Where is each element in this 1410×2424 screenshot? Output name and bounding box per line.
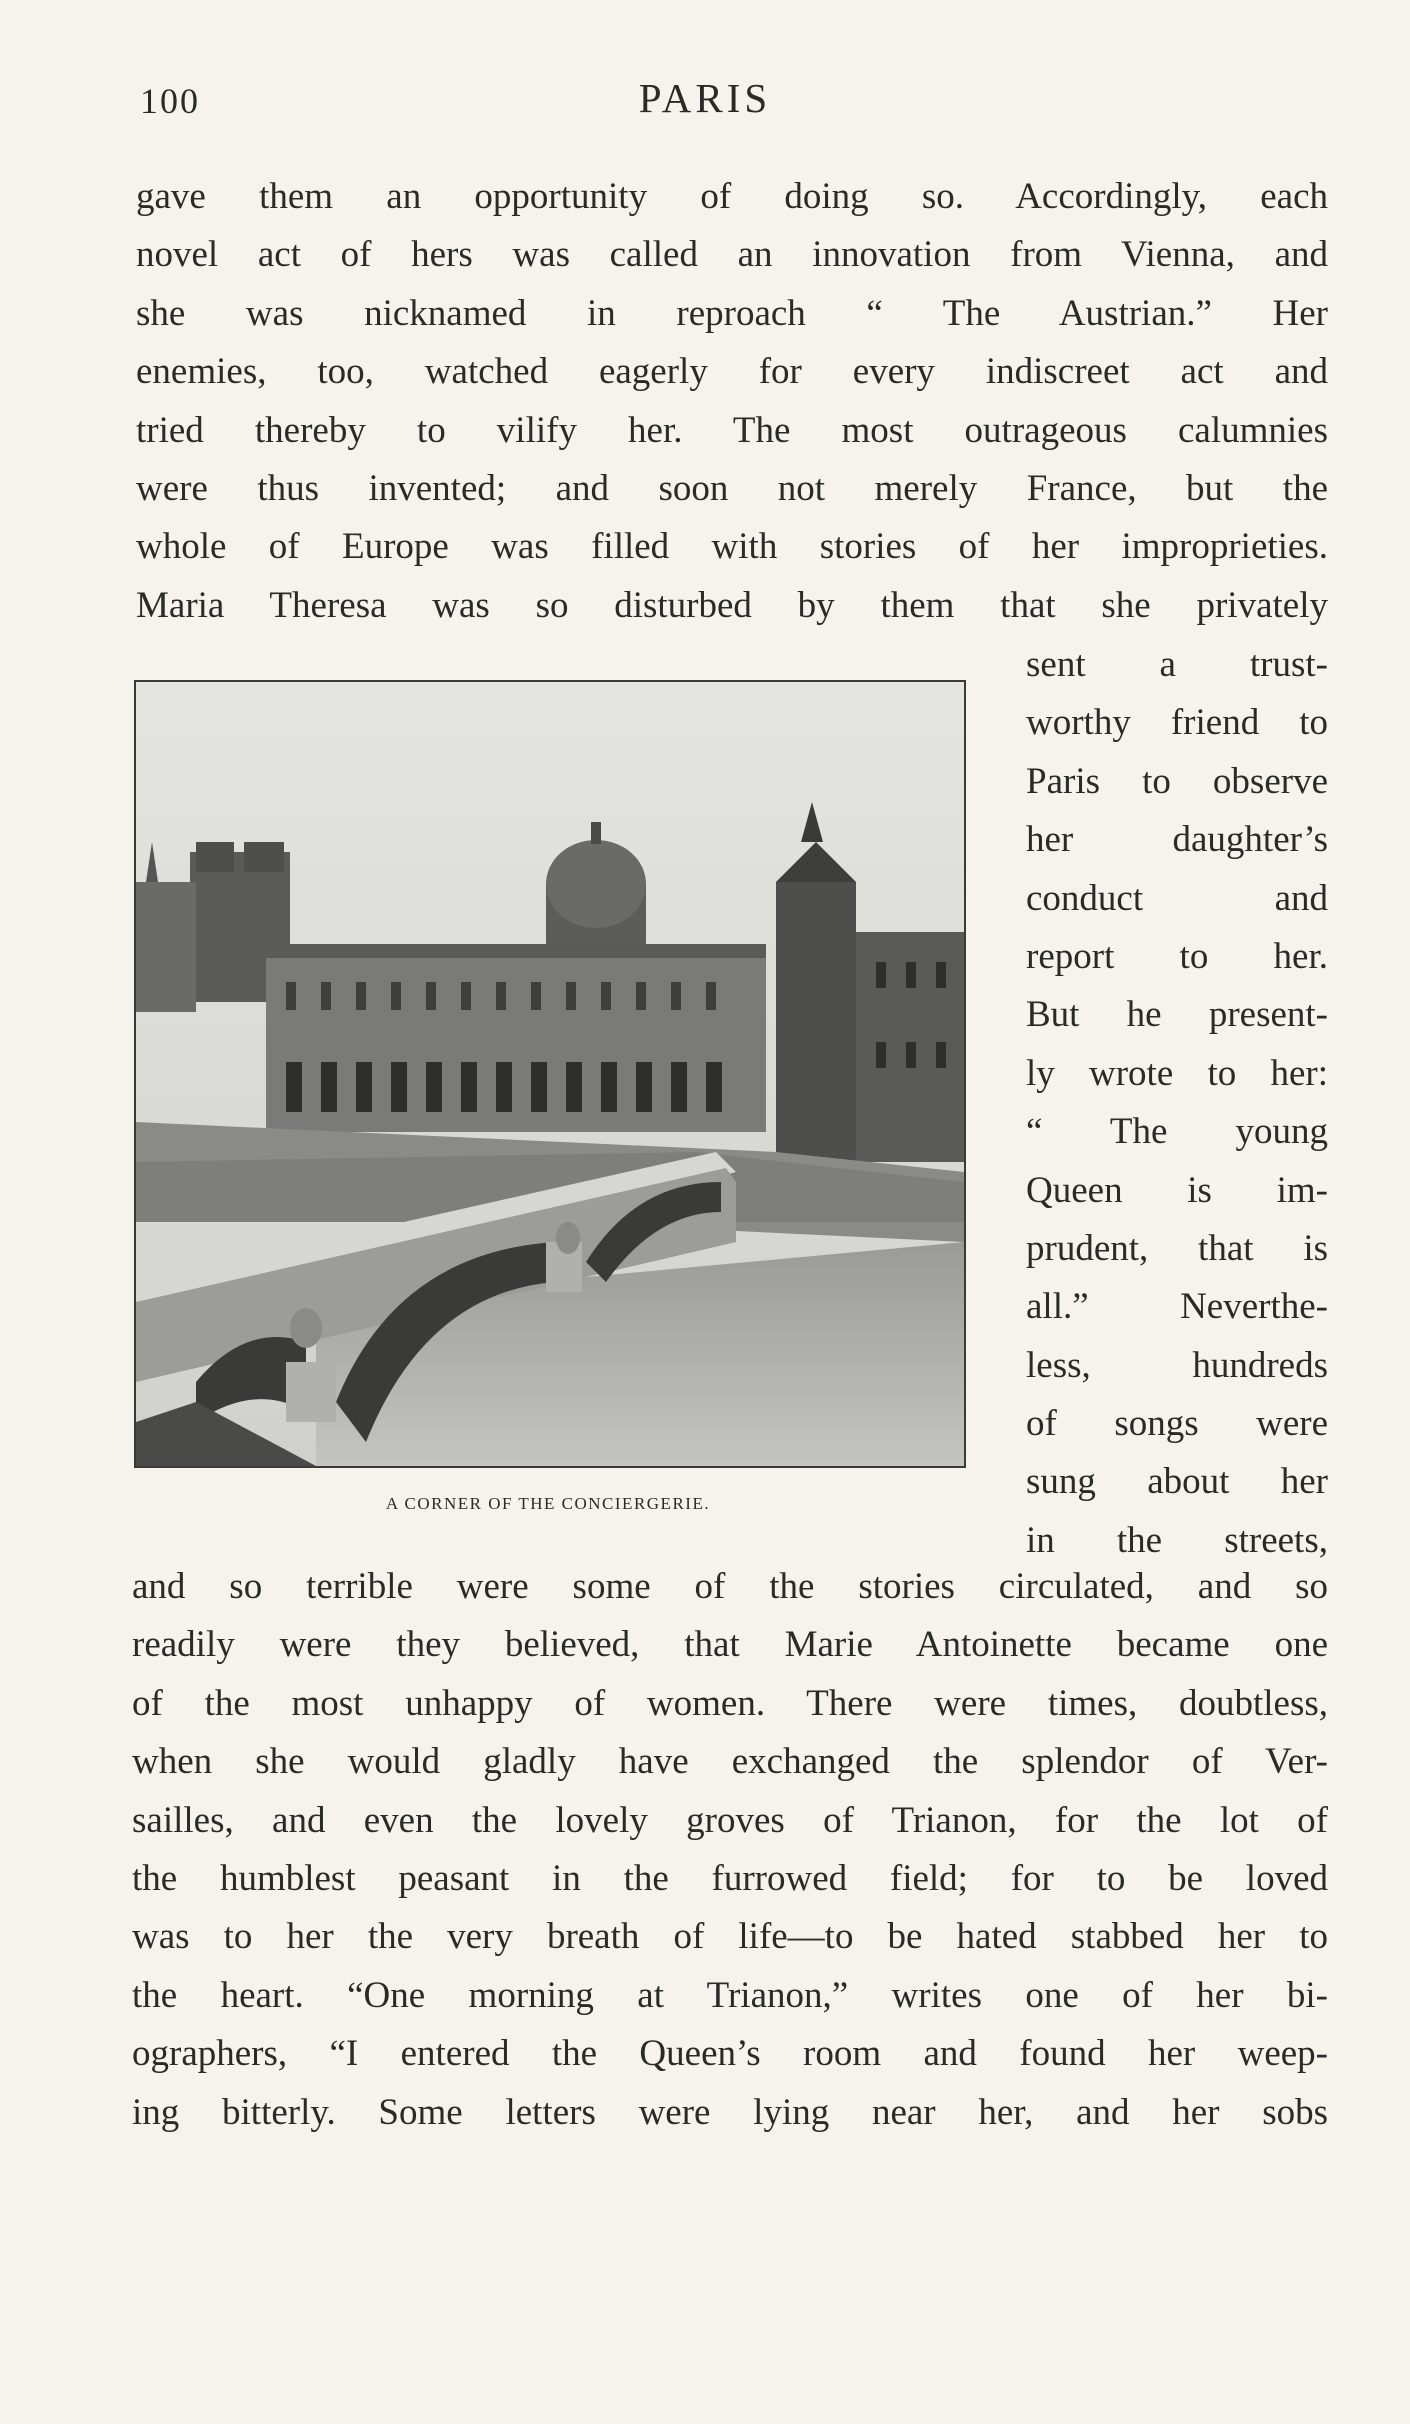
text-line: she was nicknamed in reproach “ The Austrian.” Her <box>136 292 1328 334</box>
text-line: was to her the very breath of life—to be hated stabbed her to <box>132 1916 1328 1958</box>
text-line: all.” Neverthe- <box>1026 1286 1328 1328</box>
text-line: ographers, “I entered the Queen’s room and found her weep- <box>132 2033 1328 2075</box>
concierger-photograph <box>134 680 966 1468</box>
page-header <box>0 74 1410 126</box>
figure-caption: A CORNER OF THE CONCIERGERIE. <box>385 1494 711 1513</box>
text-line: the heart. “One morning at Trianon,” writes one of her bi- <box>132 1974 1328 2016</box>
text-line: were thus invented; and soon not merely France, but the <box>136 467 1328 509</box>
text-line: Paris to observe <box>1026 760 1328 802</box>
page-number: 100 <box>140 81 200 121</box>
text-line: when she would gladly have exchanged the splendor of Ver- <box>132 1741 1328 1783</box>
text-line: and so terrible were some of the stories circulated, and so <box>132 1566 1328 1607</box>
text-line: worthy friend to <box>1026 702 1328 744</box>
text-line: less, hundreds <box>1026 1344 1328 1386</box>
body-text-bottom <box>132 1558 1328 2142</box>
text-line: readily were they believed, that Marie Antoinette became one <box>132 1624 1328 1666</box>
text-line: report to her. <box>1026 935 1328 977</box>
text-line: whole of Europe was filled with stories of her improprieties. <box>136 526 1328 568</box>
text-line: her daughter’s <box>1026 819 1328 861</box>
text-line: novel act of hers was called an innovation from Vienna, and <box>136 234 1328 276</box>
text-line: sung about her <box>1026 1461 1328 1503</box>
body-text-top <box>136 168 1328 635</box>
text-line: gave them an opportunity of doing so. Accordingly, each <box>136 176 1328 217</box>
text-line: Maria Theresa was so disturbed by them that she privately <box>136 584 1328 626</box>
text-line: enemies, too, watched eagerly for every indiscreet act and <box>136 351 1328 393</box>
text-line: tried thereby to vilify her. The most outrageous calumnies <box>136 409 1328 451</box>
text-line: in the streets, <box>1026 1519 1328 1561</box>
text-line: of songs were <box>1026 1403 1328 1445</box>
text-line: sailles, and even the lovely groves of Trianon, for the lot of <box>132 1799 1328 1841</box>
text-line: of the most unhappy of women. There were times, doubtless, <box>132 1682 1328 1724</box>
text-line: conduct and <box>1026 877 1328 919</box>
text-line: But he present- <box>1026 994 1328 1036</box>
text-line: “ The young <box>1026 1111 1328 1153</box>
text-line: ly wrote to her: <box>1026 1052 1328 1094</box>
text-line: ing bitterly. Some letters were lying near her, and her sobs <box>132 2091 1328 2133</box>
text-line: the humblest peasant in the furrowed field; for to be loved <box>132 1857 1328 1899</box>
photo-illustration <box>136 682 964 1466</box>
text-line: prudent, that is <box>1026 1227 1328 1269</box>
running-head: PARIS <box>638 75 772 121</box>
text-line: Queen is im- <box>1026 1169 1328 1211</box>
body-text-side <box>1026 636 1328 1570</box>
text-line: sent a trust- <box>1026 644 1328 685</box>
